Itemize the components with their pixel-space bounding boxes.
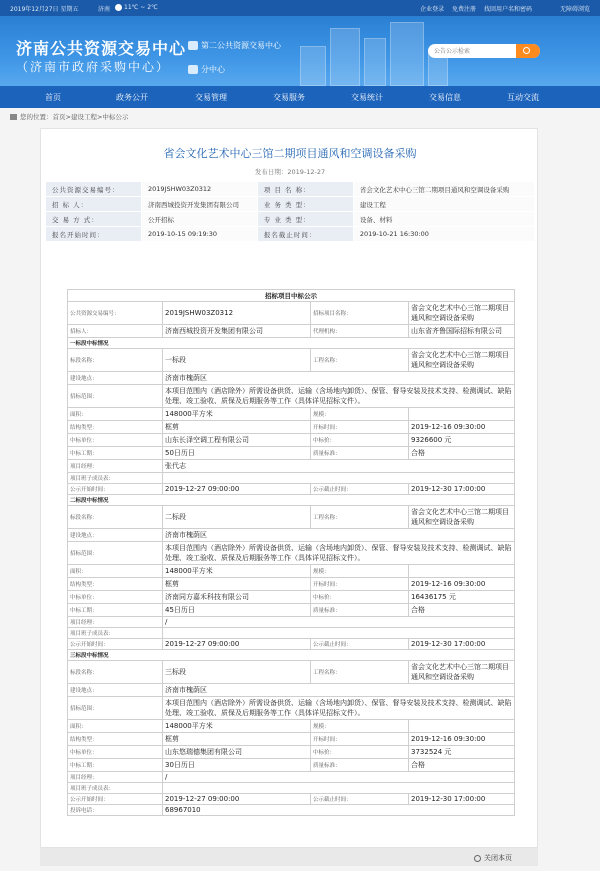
notice-label: 项目班子成员表：	[68, 783, 163, 794]
notice-row	[68, 720, 515, 733]
notice-value: 本项目范围内（酒店除外）所需设备供货、运输（含场地内卸货）、保管、督导安装及技术支持、检测调试、缺陷处理、竣工验收、质保及后期服务等工作（具体详见招标文件）。	[163, 385, 515, 408]
notice-row	[68, 542, 515, 565]
notice-value: 一标段	[163, 349, 311, 372]
notice-label: 开标时间：	[311, 733, 409, 746]
account-links	[414, 4, 532, 13]
info-label: 招 标 人：	[46, 197, 142, 212]
breadcrumb-current[interactable]: 中标公示	[102, 113, 129, 121]
notice-value	[163, 783, 515, 794]
notice-row	[68, 746, 515, 759]
recover-link[interactable]: 找回用户名和密码	[483, 6, 532, 13]
nav-home[interactable]: 首页	[45, 93, 61, 102]
notice-row	[68, 617, 515, 628]
branch-center-link[interactable]: 分中心	[188, 64, 225, 75]
notice-row	[68, 484, 515, 495]
notice-value	[163, 628, 515, 639]
info-label: 报名截止时间：	[257, 227, 353, 242]
notice-label: 中标单位：	[68, 434, 163, 447]
building-icon	[188, 65, 198, 74]
info-value: 2019-10-21 16:30:00	[353, 227, 534, 242]
info-label: 报名开始时间：	[46, 227, 142, 242]
notice-value: 2019-12-27 09:00:00	[163, 639, 311, 650]
notice-value: 50日历日	[163, 447, 311, 460]
notice-label: 项目班子成员表：	[68, 473, 163, 484]
notice-label: 中标工期：	[68, 447, 163, 460]
notice-value: 框剪	[163, 733, 311, 746]
notice-label: 规模：	[311, 565, 409, 578]
info-value: 公开招标	[142, 212, 258, 227]
notice-value: 本项目范围内（酒店除外）所需设备供货、运输（含场地内卸货）、保管、督导安装及技术支持、检测调试、缺陷处理、竣工验收、质保及后期服务等工作（具体详见招标文件）。	[163, 697, 515, 720]
notice-row	[68, 733, 515, 746]
notice-label: 标段名称：	[68, 506, 163, 529]
notice-label: 中标单位：	[68, 746, 163, 759]
info-label: 专 业 类 型：	[257, 212, 353, 227]
notice-label: 工程名称：	[311, 661, 409, 684]
notice-value: 3732524 元	[409, 746, 515, 759]
info-row	[46, 212, 535, 227]
notice-value: 省会文化艺术中心三馆二期项目通风和空调设备采购	[409, 661, 515, 684]
notice-label: 质量标准：	[311, 604, 409, 617]
notice-row	[68, 604, 515, 617]
notice-label: 建设地点：	[68, 529, 163, 542]
notice-row	[68, 506, 515, 529]
search-input[interactable]	[434, 46, 514, 56]
notice-value: /	[163, 617, 515, 628]
notice-label: 公示截止时间：	[311, 639, 409, 650]
notice-row	[68, 385, 515, 408]
notice-value: 济南同方嘉禾科技有限公司	[163, 591, 311, 604]
notice-value: 2019-12-16 09:30:00	[409, 578, 515, 591]
accessibility-link[interactable]: 无障碍浏览	[559, 6, 590, 13]
notice-row	[68, 529, 515, 542]
notice-row	[68, 661, 515, 684]
register-link[interactable]: 免费注册	[452, 6, 477, 13]
notice-label: 面积：	[68, 408, 163, 421]
notice-value: 9326600 元	[409, 434, 515, 447]
notice-label: 开标时间：	[311, 421, 409, 434]
notice-value: 省会文化艺术中心三馆二期项目通风和空调设备采购	[409, 349, 515, 372]
notice-label: 招标范围：	[68, 385, 163, 408]
search-box	[428, 44, 540, 58]
notice-label: 中标工期：	[68, 604, 163, 617]
notice-value: 45日历日	[163, 604, 311, 617]
notice-value: 山东省齐鲁国际招标有限公司	[409, 325, 515, 338]
notice-value: 30日历日	[163, 759, 311, 772]
notice-label: 投诉电话：	[68, 805, 163, 816]
notice-label: 中标价：	[311, 591, 409, 604]
notice-value: 济南市槐荫区	[163, 372, 515, 385]
notice-value: 2019-12-16 09:30:00	[409, 733, 515, 746]
notice-value: 济南西城投资开发集团有限公司	[163, 325, 311, 338]
notice-value: 山东悠瑞德集团有限公司	[163, 746, 311, 759]
notice-label: 公共资源交易编号：	[68, 302, 163, 325]
info-value: 设备、材料	[353, 212, 534, 227]
notice-row	[68, 628, 515, 639]
info-row	[46, 197, 535, 212]
info-row	[46, 182, 535, 197]
notice-value: 合格	[409, 447, 515, 460]
info-label: 项 目 名 称：	[257, 182, 353, 197]
main-nav	[0, 86, 600, 108]
notice-value: 合格	[409, 604, 515, 617]
notice-row	[68, 639, 515, 650]
close-page-button[interactable]: 关闭本页	[474, 853, 512, 863]
notice-value: 2019-12-27 09:00:00	[163, 794, 311, 805]
info-value: 2019-10-15 09:19:30	[142, 227, 258, 242]
notice-value: 济南市槐荫区	[163, 529, 515, 542]
notice-row	[68, 783, 515, 794]
notice-value: 148000平方米	[163, 565, 311, 578]
notice-label: 代理机构：	[311, 325, 409, 338]
notice-row	[68, 434, 515, 447]
notice-row	[68, 772, 515, 783]
notice-value	[409, 408, 515, 421]
notice-label: 招标人：	[68, 325, 163, 338]
publish-date: 发布日期：2019-12-27	[254, 168, 326, 176]
notice-value: 张代志	[163, 460, 515, 473]
notice-value: 2019-12-27 09:00:00	[163, 484, 311, 495]
notice-value: 二标段	[163, 506, 311, 529]
login-link[interactable]: 企业登录	[420, 6, 445, 13]
notice-row	[68, 759, 515, 772]
notice-label: 项目经理：	[68, 617, 163, 628]
notice-label: 中标单位：	[68, 591, 163, 604]
notice-label: 结构类型：	[68, 733, 163, 746]
nav-gov-affairs[interactable]: 政务公开	[116, 93, 148, 102]
notice-label: 标段名称：	[68, 349, 163, 372]
breadcrumb-construction[interactable]: 建设工程	[70, 113, 97, 121]
site-subtitle: （济南市政府采购中心）	[16, 60, 171, 74]
info-value: 建设工程	[353, 197, 534, 212]
notice-label: 公示截止时间：	[311, 484, 409, 495]
notice-label: 质量标准：	[311, 759, 409, 772]
notice-label: 公示开始时间：	[68, 639, 163, 650]
notice-label: 中标价：	[311, 434, 409, 447]
notice-row	[68, 408, 515, 421]
notice-label: 规模：	[311, 720, 409, 733]
info-label: 公共资源交易编号：	[46, 182, 142, 197]
notice-row	[68, 460, 515, 473]
building-icon	[188, 41, 198, 50]
home-icon	[10, 114, 17, 120]
site-title[interactable]: 济南公共资源交易中心	[16, 39, 187, 58]
notice-label: 招标范围：	[68, 697, 163, 720]
notice-label: 标段名称：	[68, 661, 163, 684]
notice-label: 工程名称：	[311, 349, 409, 372]
second-center-link[interactable]: 第二公共资源交易中心	[188, 40, 281, 51]
notice-row	[68, 302, 515, 325]
close-icon	[474, 855, 481, 862]
notice-row	[68, 684, 515, 697]
weather-icon	[115, 4, 122, 11]
notice-value: 16436175 元	[409, 591, 515, 604]
notice-row	[68, 578, 515, 591]
notice-label: 项目经理：	[68, 772, 163, 783]
notice-label: 招标项目名称：	[311, 302, 409, 325]
nav-trade-management[interactable]: 交易管理	[195, 93, 227, 102]
notice-value: 合格	[409, 759, 515, 772]
notice-row	[68, 591, 515, 604]
notice-row	[68, 447, 515, 460]
notice-row	[68, 372, 515, 385]
notice-label: 公示开始时间：	[68, 484, 163, 495]
section-title: 一标段中标情况	[68, 338, 515, 349]
notice-value: 2019-12-30 17:00:00	[409, 639, 515, 650]
section-title: 二标段中标情况	[68, 495, 515, 506]
notice-value: 2019JSHW03Z0312	[163, 302, 311, 325]
notice-label: 规模：	[311, 408, 409, 421]
notice-value: 148000平方米	[163, 720, 311, 733]
notice-label: 建设地点：	[68, 684, 163, 697]
site-header	[0, 16, 600, 86]
section-title: 三标段中标情况	[68, 650, 515, 661]
notice-value	[409, 565, 515, 578]
nav-trade-info[interactable]: 交易信息	[429, 93, 461, 102]
notice-label: 中标价：	[311, 746, 409, 759]
weather-temp: 11℃ ~ 2℃	[124, 4, 158, 11]
notice-label: 结构类型：	[68, 421, 163, 434]
nav-trade-statistics[interactable]: 交易统计	[351, 93, 383, 102]
notice-row	[68, 473, 515, 484]
current-date: 2019年12月27日 星期五	[10, 6, 79, 13]
notice-value: 框剪	[163, 421, 311, 434]
notice-heading: 招标项目中标公示	[68, 290, 515, 302]
notice-value: 框剪	[163, 578, 311, 591]
notice-value: 68967010	[163, 805, 515, 816]
notice-value	[409, 720, 515, 733]
notice-row	[68, 697, 515, 720]
notice-row	[68, 565, 515, 578]
project-info-table	[45, 181, 535, 242]
notice-header-row	[68, 290, 515, 302]
nav-interaction[interactable]: 互动交流	[507, 93, 539, 102]
info-row	[46, 227, 535, 242]
notice-label: 中标工期：	[68, 759, 163, 772]
notice-value: 2019-12-30 17:00:00	[409, 794, 515, 805]
breadcrumb: 您的位置：首页>建设工程>中标公示	[10, 112, 128, 121]
notice-row	[68, 421, 515, 434]
notice-value: 2019-12-30 17:00:00	[409, 484, 515, 495]
top-bar	[0, 0, 600, 16]
notice-value: 省会文化艺术中心三馆二期项目通风和空调设备采购	[409, 302, 515, 325]
notice-label: 招标范围：	[68, 542, 163, 565]
notice-label: 项目经理：	[68, 460, 163, 473]
info-label: 交 易 方 式：	[46, 212, 142, 227]
section-title-row	[68, 338, 515, 349]
footer-bar	[40, 848, 538, 866]
notice-value: 济南市槐荫区	[163, 684, 515, 697]
info-value: 省会文化艺术中心三馆二期项目通风和空调设备采购	[353, 182, 534, 197]
info-value: 2019JSHW03Z0312	[142, 182, 258, 197]
nav-trade-service[interactable]: 交易服务	[273, 93, 305, 102]
content-card	[40, 128, 538, 848]
notice-row	[68, 805, 515, 816]
search-button[interactable]	[516, 44, 540, 58]
notice-label: 建设地点：	[68, 372, 163, 385]
notice-value: /	[163, 772, 515, 783]
notice-row	[68, 325, 515, 338]
info-value: 济南西城投资开发集团有限公司	[142, 197, 258, 212]
page-title: 省会文化艺术中心三馆二期项目通风和空调设备采购	[163, 147, 417, 160]
notice-value: 2019-12-16 09:30:00	[409, 421, 515, 434]
notice-value: 省会文化艺术中心三馆二期项目通风和空调设备采购	[409, 506, 515, 529]
notice-label: 面积：	[68, 720, 163, 733]
header-skyline-image	[290, 16, 450, 86]
notice-label: 质量标准：	[311, 447, 409, 460]
section-title-row	[68, 650, 515, 661]
notice-value: 本项目范围内（酒店除外）所需设备供货、运输（含场地内卸货）、保管、督导安装及技术支持、检测调试、缺陷处理、竣工验收、质保及后期服务等工作（具体详见招标文件）。	[163, 542, 515, 565]
notice-label: 公示开始时间：	[68, 794, 163, 805]
notice-row	[68, 349, 515, 372]
notice-value	[163, 473, 515, 484]
notice-row	[68, 794, 515, 805]
notice-label: 工程名称：	[311, 506, 409, 529]
notice-label: 开标时间：	[311, 578, 409, 591]
notice-label: 结构类型：	[68, 578, 163, 591]
info-label: 业 务 类 型：	[257, 197, 353, 212]
notice-label: 项目班子成员表：	[68, 628, 163, 639]
weather-city: 济南	[98, 6, 111, 13]
notice-value: 148000平方米	[163, 408, 311, 421]
breadcrumb-home[interactable]: 首页	[52, 113, 66, 121]
section-title-row	[68, 495, 515, 506]
notice-value: 三标段	[163, 661, 311, 684]
notice-label: 面积：	[68, 565, 163, 578]
notice-label: 公示截止时间：	[311, 794, 409, 805]
notice-value: 山东长泽空调工程有限公司	[163, 434, 311, 447]
award-notice-table	[67, 289, 515, 816]
